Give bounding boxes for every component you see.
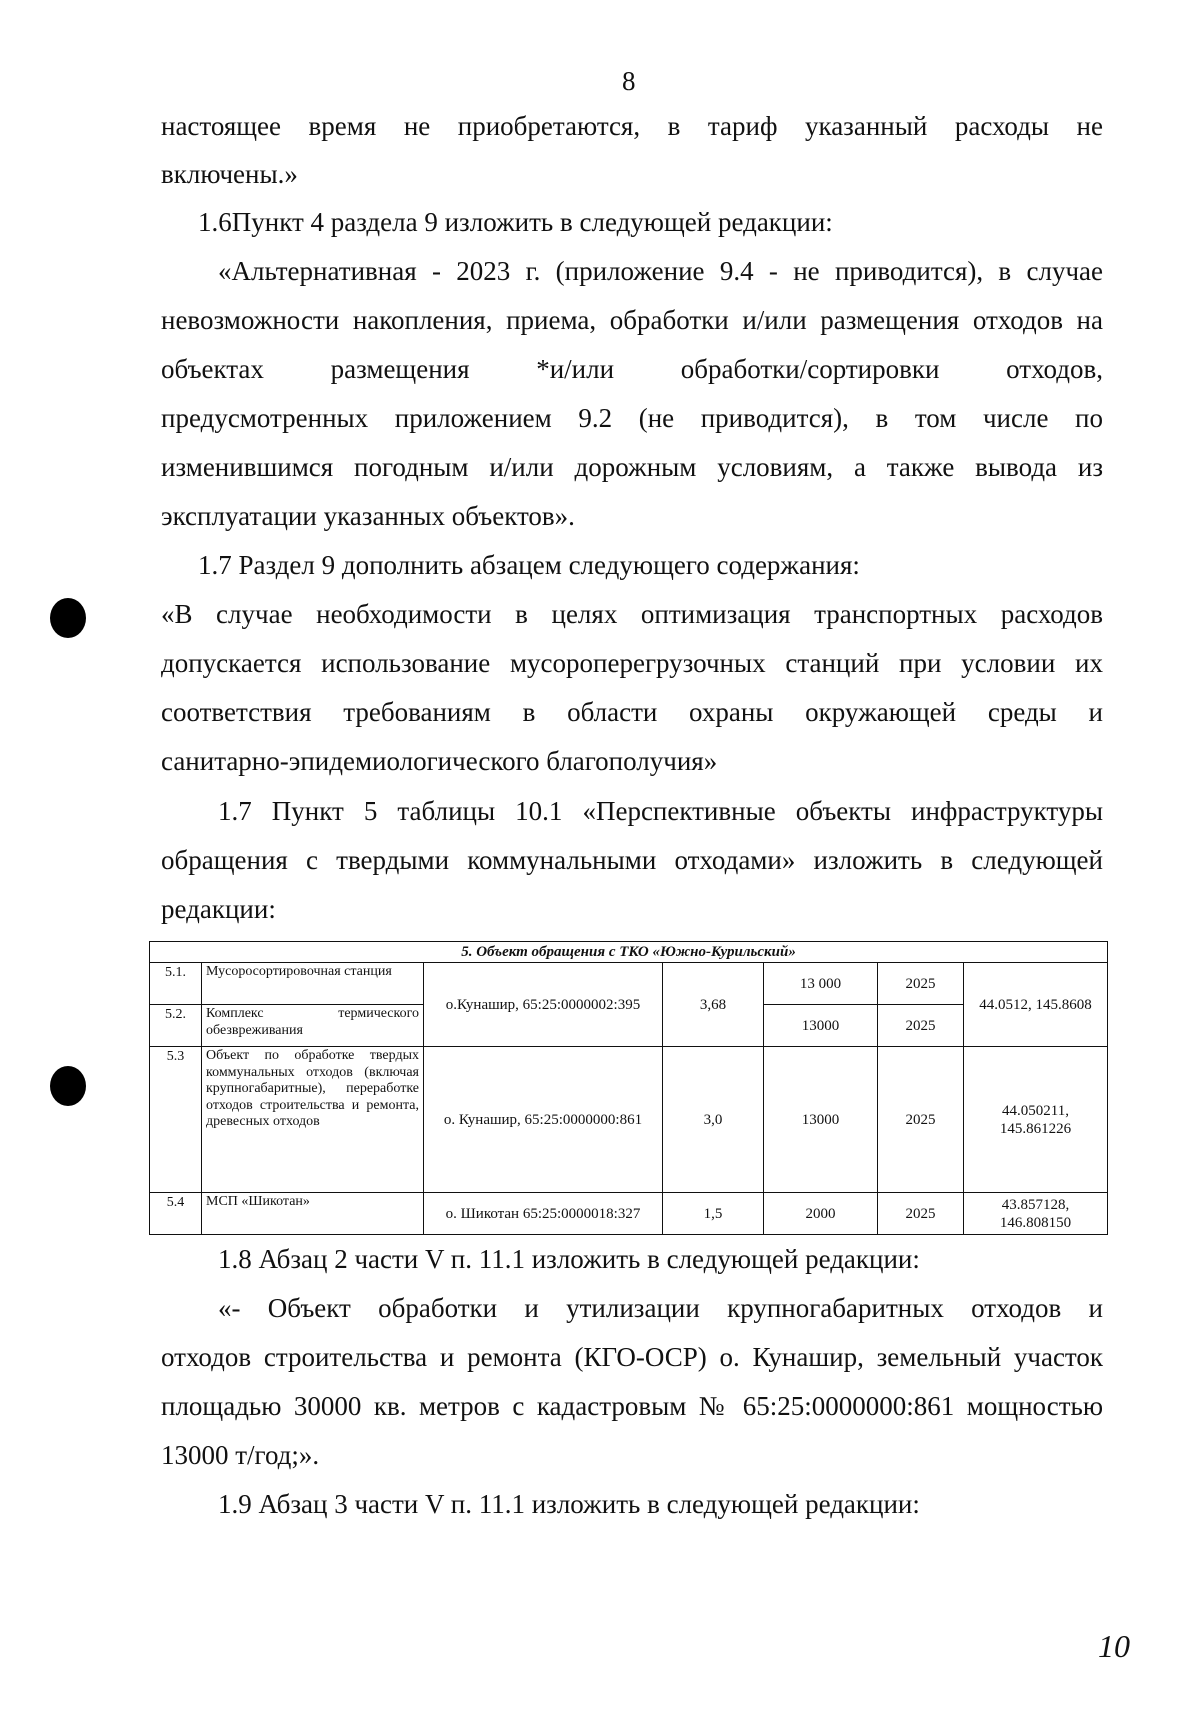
text-line: изменившимся погодным и/или дорожным условиям, а также вывода из — [161, 452, 1103, 482]
object-name: Комплекс термического обезвреживания — [202, 1005, 424, 1047]
object-capacity: 3,68 — [663, 963, 764, 1047]
page-number: 8 — [622, 66, 636, 96]
object-capacity: 3,0 — [663, 1047, 764, 1193]
text-line: 1.6Пункт 4 раздела 9 изложить в следующей редакции: — [198, 207, 833, 237]
text-line: включены.» — [161, 159, 298, 189]
text-line: невозможности накопления, приема, обработки и/или размещения отходов на — [161, 305, 1103, 335]
text-line: «- Объект обработки и утилизации крупногабаритных отходов и — [218, 1293, 1103, 1323]
object-year: 2025 — [878, 963, 964, 1005]
punch-hole-mark — [50, 598, 86, 638]
object-name: Мусоросортировочная станция — [202, 963, 424, 1005]
object-location: о.Кунашир, 65:25:0000002:395 — [424, 963, 663, 1047]
text-line: 13000 т/год;». — [161, 1440, 320, 1470]
text-line: площадью 30000 кв. метров с кадастровым № 65:25:0000000:861 мощностью — [161, 1391, 1103, 1421]
text-line: эксплуатации указанных объектов». — [161, 501, 575, 531]
text-line: редакции: — [161, 894, 276, 924]
text-line: объектах размещения *и/или обработки/сортировки отходов, — [161, 354, 1103, 384]
row-number: 5.1. — [150, 963, 202, 1005]
row-number: 5.4 — [150, 1193, 202, 1235]
object-year: 2025 — [878, 1193, 964, 1235]
text-line: предусмотренных приложением 9.2 (не приводится), в том числе по — [161, 403, 1103, 433]
object-volume: 2000 — [764, 1193, 878, 1235]
object-name: МСП «Шикотан» — [202, 1193, 424, 1235]
object-name: Объект по обработке твердых коммунальных отходов (включая крупногабаритные), переработке отходов строительства и ремонта, древесных отходов — [202, 1047, 424, 1193]
object-year: 2025 — [878, 1047, 964, 1193]
object-location: о. Шикотан 65:25:0000018:327 — [424, 1193, 663, 1235]
object-coords: 43.857128, 146.808150 — [964, 1193, 1108, 1235]
text-line: обращения с твердыми коммунальными отходами» изложить в следующей — [161, 845, 1103, 875]
object-volume: 13 000 — [764, 963, 878, 1005]
table-header: 5. Объект обращения с ТКО «Южно-Курильский» — [150, 942, 1108, 963]
punch-hole-mark — [50, 1066, 86, 1106]
object-capacity: 1,5 — [663, 1193, 764, 1235]
object-volume: 13000 — [764, 1047, 878, 1193]
text-line: 1.9 Абзац 3 части V п. 11.1 изложить в следующей редакции: — [218, 1489, 920, 1519]
text-line: соответствия требованиям в области охраны окружающей среды и — [161, 697, 1103, 727]
object-coords: 44.050211, 145.861226 — [964, 1047, 1108, 1193]
handwritten-page-mark: 10 — [1098, 1628, 1130, 1664]
text-line: 1.7 Раздел 9 дополнить абзацем следующего содержания: — [198, 550, 860, 580]
text-line: допускается использование мусороперегрузочных станций при условии их — [161, 648, 1103, 678]
text-line: «Альтернативная - 2023 г. (приложение 9.4 - не приводится), в случае — [218, 256, 1103, 286]
text-line: 1.8 Абзац 2 части V п. 11.1 изложить в следующей редакции: — [218, 1244, 920, 1274]
text-line: «В случае необходимости в целях оптимизация транспортных расходов — [161, 599, 1103, 629]
table-row — [150, 1047, 1108, 1193]
text-line: отходов строительства и ремонта (КГО-ОСР) о. Кунашир, земельный участок — [161, 1342, 1103, 1372]
object-year: 2025 — [878, 1005, 964, 1047]
row-number: 5.3 — [150, 1047, 202, 1193]
object-coords: 44.0512, 145.8608 — [964, 963, 1108, 1047]
text-line: 1.7 Пункт 5 таблицы 10.1 «Перспективные объекты инфраструктуры — [218, 796, 1103, 826]
infrastructure-table — [149, 941, 1108, 1235]
text-line: санитарно-эпидемиологического благополучия» — [161, 746, 718, 776]
row-number: 5.2. — [150, 1005, 202, 1047]
object-volume: 13000 — [764, 1005, 878, 1047]
table-row — [150, 1193, 1108, 1235]
text-line: настоящее время не приобретаются, в тариф указанный расходы не — [161, 111, 1103, 141]
table-row — [150, 963, 1108, 1005]
object-location: о. Кунашир, 65:25:0000000:861 — [424, 1047, 663, 1193]
